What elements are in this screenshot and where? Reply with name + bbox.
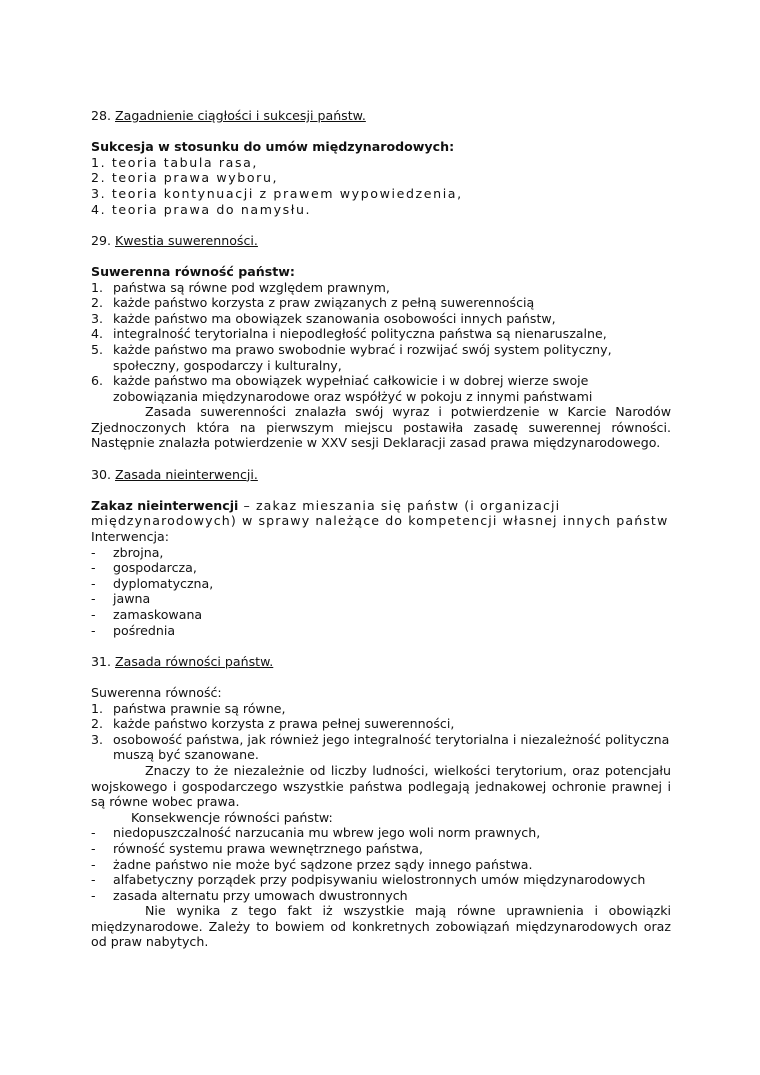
section-number: 30. <box>91 466 112 482</box>
list-item: 4. teoria prawa do namysłu. <box>91 201 312 217</box>
list-text: integralność terytorialna i niepodległość polityczna państwa są nienaruszalne, <box>113 326 607 342</box>
dash-bullet: - <box>91 840 96 856</box>
bullet-item <box>91 545 671 561</box>
bullet-item <box>91 623 671 639</box>
list-label: Suwerenna równość: <box>91 684 222 700</box>
section-30-heading <box>91 467 671 483</box>
dash-bullet: - <box>91 591 96 607</box>
bullet-text: żadne państwo nie może być sądzone przez sądy innego państwa. <box>113 856 533 872</box>
list-number: 2. <box>91 295 104 311</box>
list-text: każde państwo ma obowiązek wypełniać całkowicie i w dobrej wierze swoje zobowiązania międzynarodowe oraz współżyć w pokoju z innymi państwami <box>113 373 593 404</box>
list-item <box>91 732 671 763</box>
bullet-item <box>91 872 671 888</box>
list-number: 4. <box>91 326 104 342</box>
document-page <box>91 108 671 950</box>
paragraph: Nie wynika z tego fakt iż wszystkie mają równe uprawnienia i obowiązki międzynarodowe. Zależy to bowiem od konkretnych zobowiązań międzynarodowych oraz od praw nabytych. <box>91 903 671 950</box>
dash-bullet: - <box>91 544 96 560</box>
list-number: 2. <box>91 716 104 732</box>
dash-bullet: - <box>91 560 96 576</box>
section-29-heading <box>91 233 671 249</box>
list-item <box>91 326 671 342</box>
paragraph: Znaczy to że niezależnie od liczby ludności, wielkości terytorium, oraz potencjału wojskowego i gospodarczego wszystkie państwa podlegają jednakowej ochronie prawnej i są równe wobec prawa. <box>91 762 671 810</box>
bullet-text: zamaskowana <box>113 607 203 622</box>
list-text: każde państwo korzysta z prawa pełnej suwerenności, <box>113 716 455 732</box>
bullet-text: niedopuszczalność narzucania mu wbrew jego woli norm prawnych, <box>113 825 541 841</box>
bullet-text: pośrednia <box>113 622 176 638</box>
section-28-subheading: Sukcesja w stosunku do umów międzynarodowych: <box>91 139 455 155</box>
dash-bullet: - <box>91 575 96 591</box>
list-item <box>91 373 671 404</box>
lead-term: Zakaz nieinterwencji <box>91 497 239 513</box>
list-text: każde państwo korzysta z praw związanych z pełną suwerennością <box>113 295 535 311</box>
bullet-text: jawna <box>113 591 151 607</box>
section-title: Kwestia suwerenności. <box>115 232 258 248</box>
bullet-text: gospodarcza, <box>113 560 197 576</box>
section-number: 29. <box>91 232 112 248</box>
section-number: 28. <box>91 108 112 123</box>
list-item <box>91 716 671 732</box>
section-28-heading <box>91 108 671 124</box>
bullet-item <box>91 560 671 576</box>
list-text: państwa prawnie są równe, <box>113 700 286 716</box>
bullet-text: dyplomatyczna, <box>113 575 214 591</box>
dash-bullet: - <box>91 622 96 638</box>
section-number: 31. <box>91 653 112 669</box>
section-29-subheading: Suwerenna równość państw: <box>91 263 295 279</box>
paragraph: Zasada suwerenności znalazła swój wyraz i potwierdzenie w Karcie Narodów Zjednoczonych która na pierwszym miejscu postawiła zasadę suwerennej równości. Następnie znalazła potwierdzenie w XXV sesji Deklaracji zasad prawa międzynarodowego. <box>91 404 671 451</box>
bullet-item <box>91 576 671 592</box>
bullet-text: zasada alternatu przy umowach dwustronnych <box>113 887 408 903</box>
bullet-text: zbrojna, <box>113 544 164 560</box>
list-item <box>91 701 671 717</box>
list-text: każde państwo ma obowiązek szanowania osobowości innych państw, <box>113 310 556 326</box>
list-item: 2. teoria prawa wyboru, <box>91 170 279 186</box>
list-item <box>91 311 671 327</box>
bullet-text: równość systemu prawa wewnętrznego państwa, <box>113 840 423 856</box>
bullet-item <box>91 888 671 904</box>
dash-bullet: - <box>91 607 96 622</box>
section-31-heading <box>91 654 671 670</box>
list-item <box>91 280 671 296</box>
list-number: 1. <box>91 279 104 295</box>
list-label: Interwencja: <box>91 529 169 545</box>
list-number: 6. <box>91 373 104 389</box>
list-text: państwa są równe pod względem prawnym, <box>113 279 390 295</box>
bullet-item <box>91 857 671 873</box>
section-title: Zasada nieinterwencji. <box>115 466 258 482</box>
list-number: 3. <box>91 310 104 326</box>
section-title: Zagadnienie ciągłości i sukcesji państw. <box>115 108 366 123</box>
list-text: osobowość państwa, jak również jego integralność terytorialna i niezależność polityczna muszą być szanowane. <box>113 731 670 763</box>
dash-bullet: - <box>91 887 96 903</box>
bullet-item <box>91 825 671 841</box>
bullet-item <box>91 841 671 857</box>
list-item <box>91 295 671 311</box>
lead-paragraph <box>91 498 671 529</box>
list-number: 5. <box>91 341 104 357</box>
list-number: 1. <box>91 700 104 716</box>
paragraph: Konsekwencje równości państw: <box>131 809 333 825</box>
bullet-item <box>91 607 671 623</box>
bullet-item <box>91 591 671 607</box>
dash-bullet: - <box>91 856 96 872</box>
lead-definition: – zakaz mieszania się państw (i organizacji międzynarodowych) w sprawy należące do kompetencji własnej innych państw <box>91 497 669 529</box>
section-title: Zasada równości państw. <box>115 653 274 669</box>
list-item <box>91 342 671 373</box>
bullet-text: alfabetyczny porządek przy podpisywaniu wielostronnych umów międzynarodowych <box>113 872 646 888</box>
dash-bullet: - <box>91 825 96 841</box>
list-item: 1. teoria tabula rasa, <box>91 154 259 170</box>
list-text: każde państwo ma prawo swobodnie wybrać i rozwijać swój system polityczny, społeczny, gospodarczy i kulturalny, <box>113 341 612 373</box>
dash-bullet: - <box>91 872 96 888</box>
list-number: 3. <box>91 731 104 747</box>
list-item: 3. teoria kontynuacji z prawem wypowiedzenia, <box>91 185 463 201</box>
